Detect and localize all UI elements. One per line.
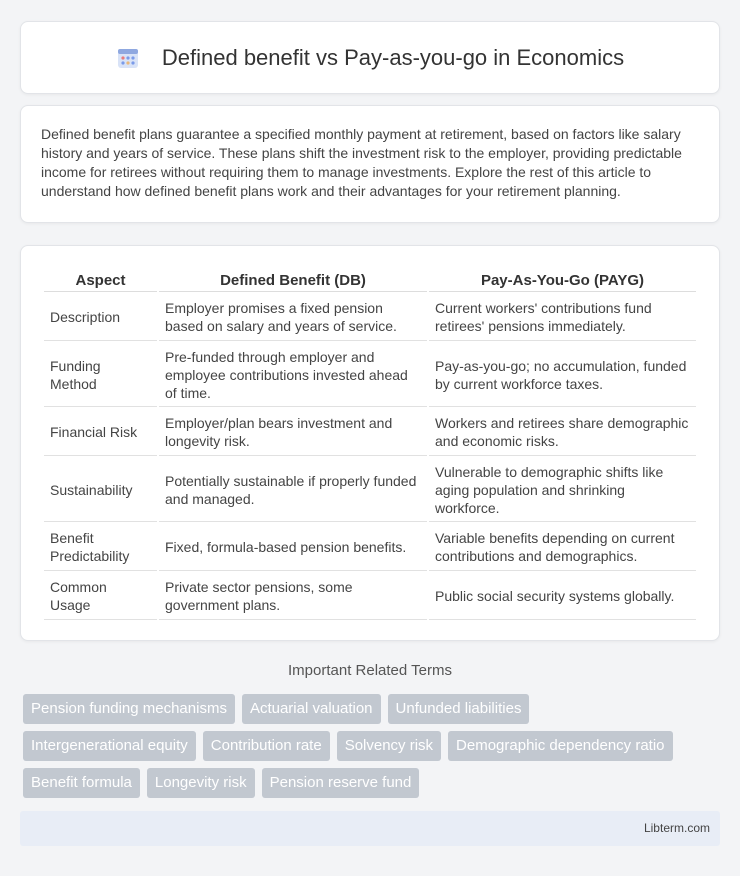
tag-link[interactable]: Unfunded liabilities bbox=[388, 694, 530, 724]
tag-link[interactable]: Longevity risk bbox=[147, 768, 255, 798]
comparison-table-card bbox=[20, 245, 720, 641]
table-row bbox=[44, 458, 696, 522]
title-card bbox=[20, 21, 720, 94]
footer bbox=[20, 811, 720, 846]
table-row bbox=[44, 343, 696, 407]
tag-link[interactable]: Demographic dependency ratio bbox=[448, 731, 672, 761]
table-cell: Vulnerable to demographic shifts like aging population and shrinking workforce. bbox=[429, 458, 696, 522]
table-cell: Employer/plan bears investment and longevity risk. bbox=[159, 409, 427, 456]
calendar-grid-icon bbox=[116, 46, 140, 70]
tag-row bbox=[23, 694, 723, 724]
column-header: Pay-As-You-Go (PAYG) bbox=[429, 268, 696, 292]
table-header-row bbox=[44, 268, 696, 292]
table-row bbox=[44, 524, 696, 571]
column-header: Aspect bbox=[44, 268, 157, 292]
tag-link[interactable]: Actuarial valuation bbox=[242, 694, 381, 724]
tag-link[interactable]: Pension reserve fund bbox=[262, 768, 420, 798]
comparison-table bbox=[42, 266, 698, 622]
table-cell: Workers and retirees share demographic and economic risks. bbox=[429, 409, 696, 456]
related-terms-tags bbox=[23, 694, 723, 805]
table-row bbox=[44, 573, 696, 620]
table-cell: Funding Method bbox=[44, 343, 157, 407]
table-cell: Financial Risk bbox=[44, 409, 157, 456]
table-cell: Pre-funded through employer and employee contributions invested ahead of time. bbox=[159, 343, 427, 407]
table-cell: Current workers' contributions fund retirees' pensions immediately. bbox=[429, 294, 696, 341]
table-cell: Private sector pensions, some government plans. bbox=[159, 573, 427, 620]
tag-row bbox=[23, 768, 723, 798]
tag-link[interactable]: Contribution rate bbox=[203, 731, 330, 761]
tag-link[interactable]: Intergenerational equity bbox=[23, 731, 196, 761]
table-cell: Description bbox=[44, 294, 157, 341]
table-cell: Fixed, formula-based pension benefits. bbox=[159, 524, 427, 571]
table-cell: Employer promises a fixed pension based on salary and years of service. bbox=[159, 294, 427, 341]
table-cell: Pay-as-you-go; no accumulation, funded by current workforce taxes. bbox=[429, 343, 696, 407]
footer-site-link[interactable]: Libterm.com bbox=[643, 821, 710, 835]
column-header: Defined Benefit (DB) bbox=[159, 268, 427, 292]
tag-link[interactable]: Solvency risk bbox=[337, 731, 441, 761]
intro-card bbox=[20, 105, 720, 223]
table-cell: Common Usage bbox=[44, 573, 157, 620]
tag-link[interactable]: Pension funding mechanisms bbox=[23, 694, 235, 724]
page-title: Defined benefit vs Pay-as-you-go in Economics bbox=[161, 44, 625, 70]
tag-row bbox=[23, 731, 723, 761]
table-cell: Benefit Predictability bbox=[44, 524, 157, 571]
table-cell: Potentially sustainable if properly funded and managed. bbox=[159, 458, 427, 522]
table-row bbox=[44, 294, 696, 341]
table-cell: Variable benefits depending on current contributions and demographics. bbox=[429, 524, 696, 571]
tag-link[interactable]: Benefit formula bbox=[23, 768, 140, 798]
table-cell: Sustainability bbox=[44, 458, 157, 522]
related-terms-title: Important Related Terms bbox=[288, 662, 452, 679]
table-cell: Public social security systems globally. bbox=[429, 573, 696, 620]
table-row bbox=[44, 409, 696, 456]
intro-text: Defined benefit plans guarantee a specified monthly payment at retirement, based on factors like salary history and years of service. These plans shift the investment risk to the employer, providing predictable income for retirees without requiring them to manage investments. Explore the rest of this article to understand how defined benefit plans work and their advantages for your retirement planning. bbox=[41, 126, 682, 199]
